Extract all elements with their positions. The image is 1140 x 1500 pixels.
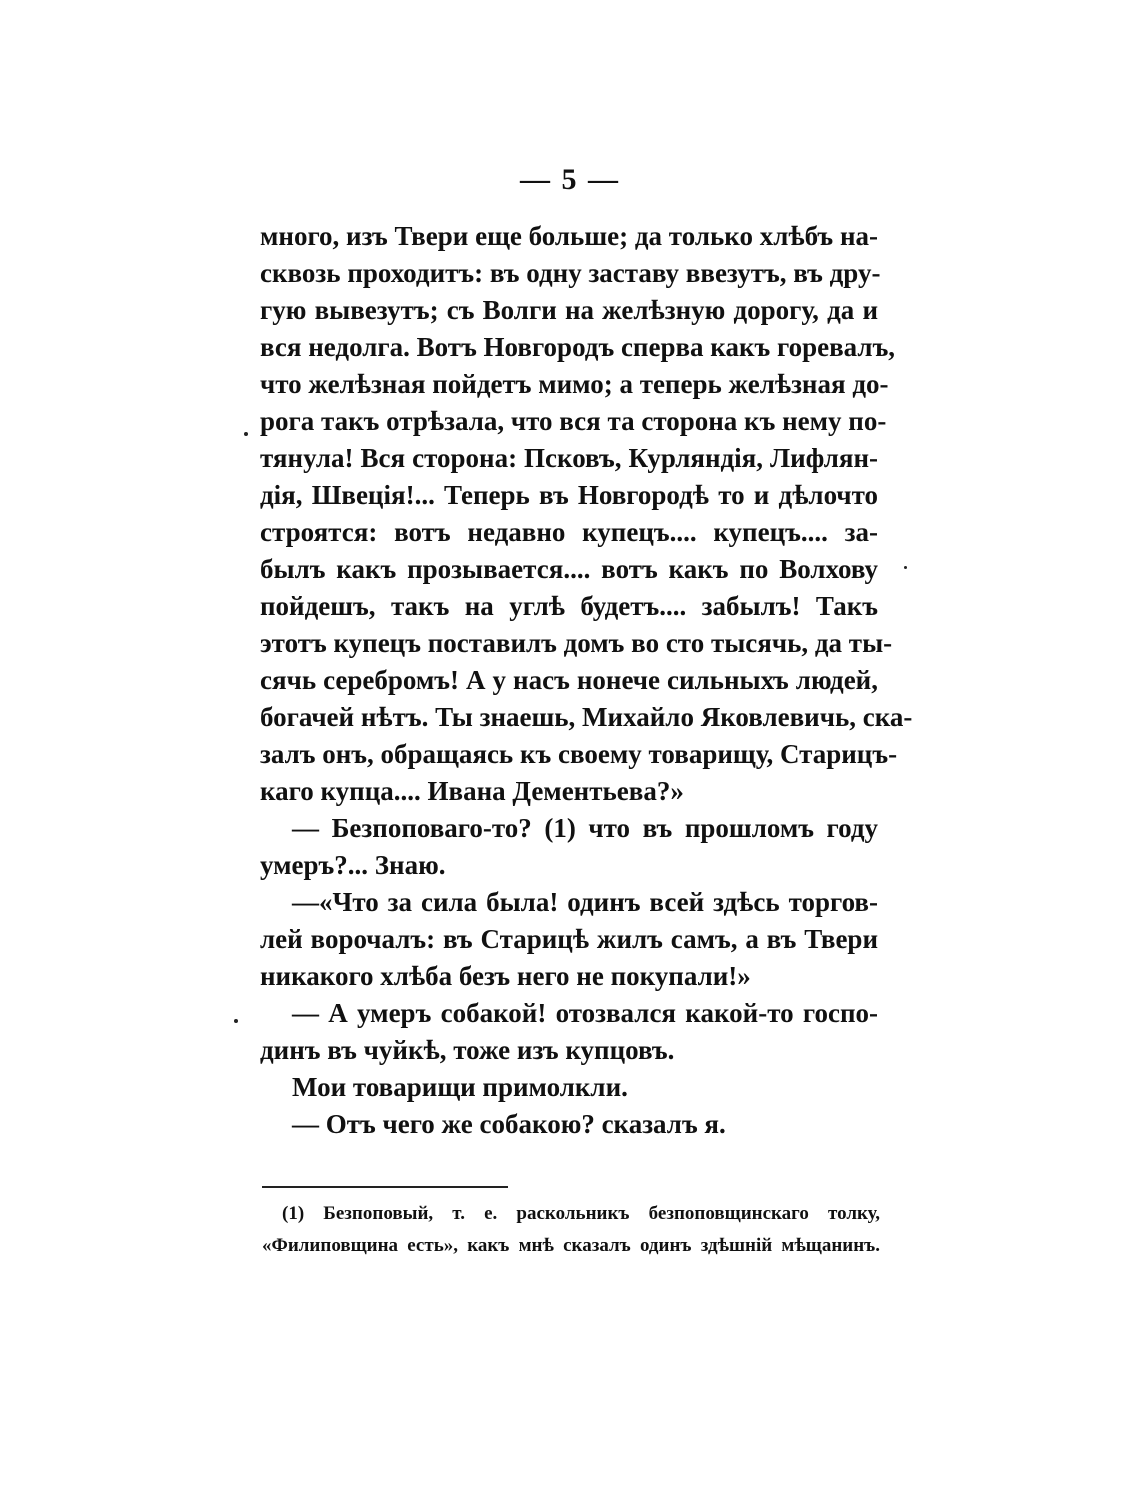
body-text — [260, 218, 913, 1143]
text-line: что желѣзная пойдетъ мимо; а теперь желѣзная до- — [260, 369, 889, 399]
text-line: много, изъ Твери еще больше; да только хлѣбъ на- — [260, 221, 878, 251]
text-line: пойдешъ, такъ на углѣ будетъ.... забылъ! Такъ — [260, 591, 878, 621]
text-line: сквозь проходитъ: въ одну заставу ввезутъ, въ дру- — [260, 258, 881, 288]
text-line: лей ворочалъ: въ Старицѣ жилъ самъ, а въ Твери — [260, 924, 878, 954]
text-line: рога такъ отрѣзала, что вся та сторона къ нему по- — [260, 406, 887, 436]
text-line: Мои товарищи примолкли. — [292, 1072, 628, 1102]
footnote-line: «Филиповщина есть», какъ мнѣ сказалъ одинъ здѣшній мѣщанинъ. — [262, 1235, 880, 1256]
text-line: дія, Швеція!... Теперь въ Новгородѣ то и дѣлочто — [260, 480, 878, 510]
text-line: гую вывезутъ; съ Волги на желѣзную дорогу, да и — [260, 295, 878, 325]
page-number: — 5 — — [520, 163, 620, 196]
text-line: динъ въ чуйкѣ, тоже изъ купцовъ. — [260, 1035, 675, 1065]
text-line: строятся: вотъ недавно купецъ.... купецъ.... за- — [260, 517, 878, 547]
text-line: сячь серебромъ! А у насъ нонече сильныхъ людей, — [260, 665, 878, 695]
text-line: умеръ?... Знаю. — [260, 850, 446, 880]
text-line: былъ какъ прозывается.... вотъ какъ по Волхову — [260, 554, 878, 584]
text-line: — А умеръ собакой! отозвался какой-то госпо- — [292, 998, 878, 1028]
ink-speck — [904, 566, 907, 569]
ink-speck — [234, 1019, 238, 1023]
footnote-rule — [262, 1186, 508, 1188]
footnote-line: (1) Безпоповый, т. е. раскольникъ безпоповщинскаго толку, — [282, 1203, 880, 1224]
text-line: — Безпоповаго-то? (1) что въ прошломъ году — [292, 813, 878, 843]
text-line: вся недолга. Вотъ Новгородъ сперва какъ горевалъ, — [260, 332, 896, 362]
text-line: — Отъ чего же собакою? сказалъ я. — [292, 1109, 726, 1139]
text-line: —«Что за сила была! одинъ всей здѣсь торгов- — [292, 887, 878, 917]
text-line: этотъ купецъ поставилъ домъ во сто тысячь, да ты- — [260, 628, 893, 658]
text-line: каго купца.... Ивана Дементьева?» — [260, 776, 684, 806]
text-line: никакого хлѣба безъ него не покупали!» — [260, 961, 751, 991]
text-line: богачей нѣтъ. Ты знаешь, Михайло Яковлевичь, ска- — [260, 702, 913, 732]
ink-speck — [244, 432, 248, 436]
footnotes — [262, 1198, 880, 1262]
text-line: залъ онъ, обращаясь къ своему товарищу, Старицъ- — [260, 739, 898, 769]
text-line: тянула! Вся сторона: Псковъ, Курляндія, Лифлян- — [260, 443, 878, 473]
